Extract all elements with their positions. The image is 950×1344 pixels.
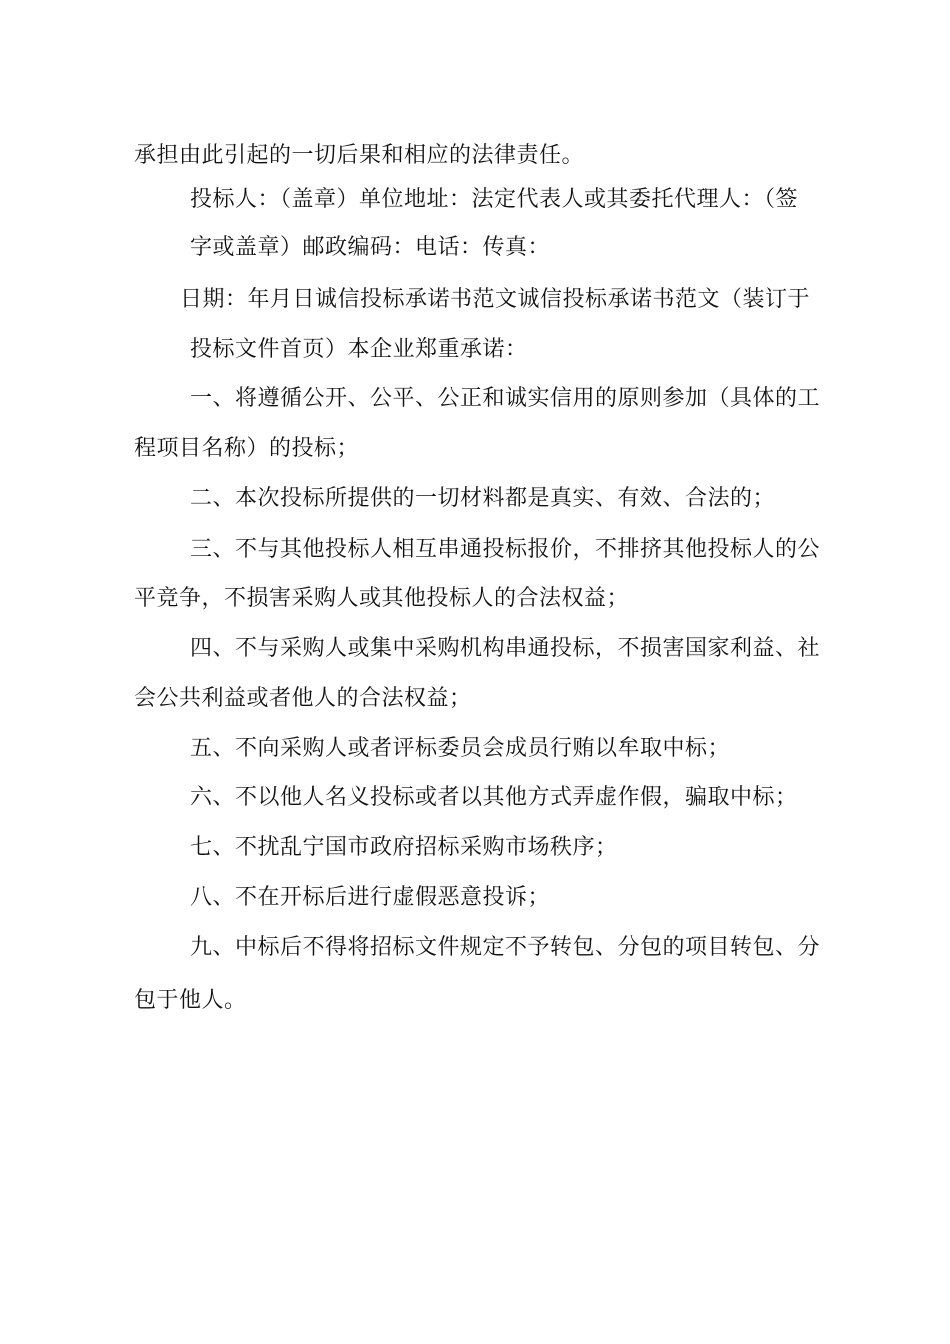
text-line-8: 二、本次投标所提供的一切材料都是真实、有效、合法的； [190,486,776,511]
text-line-1: 承担由此引起的一切后果和相应的法律责任。 [134,143,585,168]
text-line-13: 五、不向采购人或者评标委员会成员行贿以牟取中标； [190,736,731,761]
text-line-15: 七、不扰乱宁国市政府招标采购市场秩序； [190,835,618,860]
text-line-14: 六、不以他人名义投标或者以其他方式弄虚作假，骗取中标； [190,785,798,810]
text-line-17: 九、中标后不得将招标文件规定不予转包、分包的项目转包、分 [190,935,821,960]
text-line-12: 会公共利益或者他人的合法权益； [134,686,472,711]
text-line-2: 投标人：（盖章）单位地址：法定代表人或其委托代理人：（签 [190,187,799,212]
text-line-16: 八、不在开标后进行虚假恶意投诉； [190,885,551,910]
text-line-5: 投标文件首页）本企业郑重承诺： [190,337,528,362]
text-line-6: 一、将遵循公开、公平、公正和诚实信用的原则参加（具体的工 [190,386,821,411]
text-line-3: 字或盖章）邮政编码：电话：传真： [190,235,551,260]
text-line-9: 三、不与其他投标人相互串通投标报价，不排挤其他投标人的公 [190,537,821,562]
text-line-18: 包于他人。 [134,988,247,1013]
text-line-7: 程项目名称）的投标； [134,436,360,461]
text-line-10: 平竞争，不损害采购人或其他投标人的合法权益； [134,586,630,611]
text-line-4: 日期：年月日诚信投标承诺书范文诚信投标承诺书范文（装订于 [180,287,811,312]
text-line-11: 四、不与采购人或集中采购机构串通投标，不损害国家利益、社 [190,636,821,661]
